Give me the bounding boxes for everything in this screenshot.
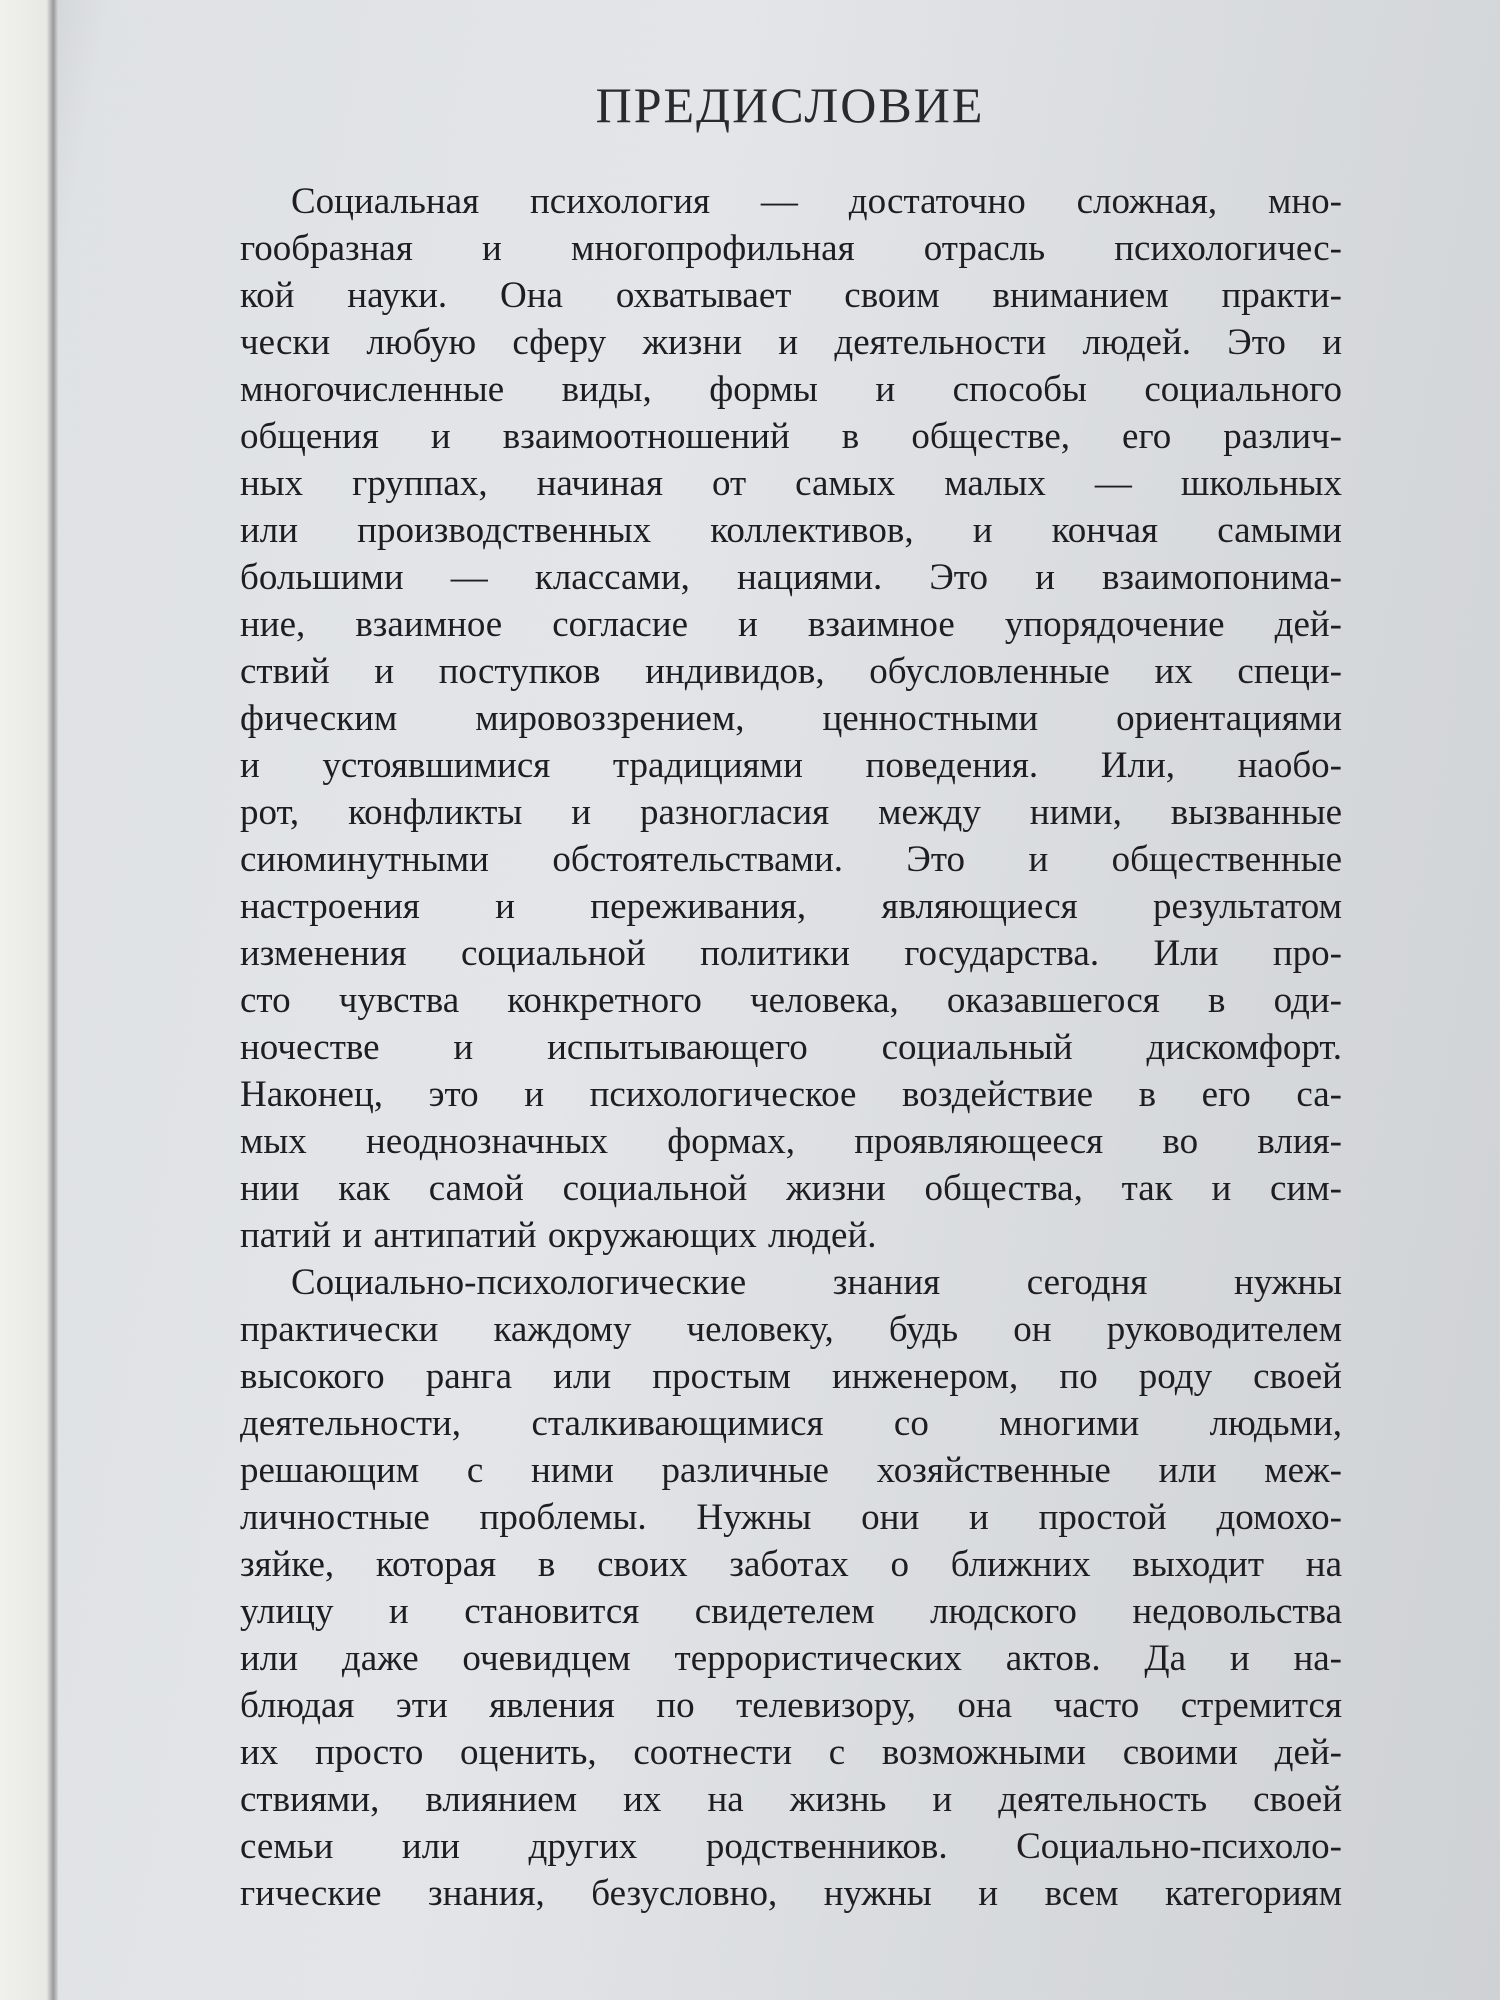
text-line: практически каждому человеку, будь он руководителем — [240, 1309, 1342, 1350]
page-body — [240, 178, 1342, 1917]
text-line: большими — классами, нациями. Это и взаимопонима- — [240, 557, 1342, 598]
text-line: и устоявшимися традициями поведения. Или, наобо- — [240, 745, 1342, 786]
text-line: кой науки. Она охватывает своим вниманием практи- — [240, 275, 1342, 316]
text-line: сиюминутными обстоятельствами. Это и общественные — [240, 839, 1342, 880]
text-line: фическим мировоззрением, ценностными ориентациями — [240, 698, 1342, 739]
text-line: Социально-психологические знания сегодня нужны — [291, 1262, 1342, 1303]
text-line: высокого ранга или простым инженером, по роду своей — [240, 1356, 1342, 1397]
text-line: ние, взаимное согласие и взаимное упорядочение дей- — [240, 604, 1342, 645]
text-line: ствий и поступков индивидов, обусловленные их специ- — [240, 651, 1342, 692]
text-line: их просто оценить, соотнести с возможными своими дей- — [240, 1732, 1342, 1773]
text-line: общения и взаимоотношений в обществе, его различ- — [240, 416, 1342, 457]
text-line: блюдая эти явления по телевизору, она часто стремится — [240, 1685, 1342, 1726]
text-line: деятельности, сталкивающимися со многими людьми, — [240, 1403, 1342, 1444]
text-line: чески любую сферу жизни и деятельности людей. Это и — [240, 322, 1342, 363]
text-line: мых неоднозначных формах, проявляющееся во влия- — [240, 1121, 1342, 1162]
paragraph — [240, 1259, 1342, 1917]
text-line: или даже очевидцем террористических актов. Да и на- — [240, 1638, 1342, 1679]
text-line: семьи или других родственников. Социально-психоло- — [240, 1826, 1342, 1867]
text-line: нии как самой социальной жизни общества, так и сим- — [240, 1168, 1342, 1209]
text-line: сто чувства конкретного человека, оказавшегося в оди- — [240, 980, 1342, 1021]
text-line: Наконец, это и психологическое воздействие в его са- — [240, 1074, 1342, 1115]
book-spine-edge — [0, 0, 58, 2000]
text-line: личностные проблемы. Нужны они и простой домохо- — [240, 1497, 1342, 1538]
text-line: гические знания, безусловно, нужны и всем категориям — [240, 1873, 1342, 1914]
text-line: ных группах, начиная от самых малых — школьных — [240, 463, 1342, 504]
text-line: зяйке, которая в своих заботах о ближних выходит на — [240, 1544, 1342, 1585]
text-line: изменения социальной политики государства. Или про- — [240, 933, 1342, 974]
page-title: ПРЕДИСЛОВИЕ — [595, 77, 985, 133]
text-line: гообразная и многопрофильная отрасль психологичес- — [240, 228, 1342, 269]
text-line: ночестве и испытывающего социальный дискомфорт. — [240, 1027, 1342, 1068]
text-line: многочисленные виды, формы и способы социального — [240, 369, 1342, 410]
paragraph — [240, 178, 1342, 1259]
text-line: рот, конфликты и разногласия между ними, вызванные — [240, 792, 1342, 833]
text-line: или производственных коллективов, и кончая самыми — [240, 510, 1342, 551]
text-line: решающим с ними различные хозяйственные или меж- — [240, 1450, 1342, 1491]
text-line: ствиями, влиянием их на жизнь и деятельность своей — [240, 1779, 1342, 1820]
text-line: патий и антипатий окружающих людей. — [240, 1215, 877, 1256]
text-line: Социальная психология — достаточно сложная, мно- — [291, 181, 1342, 222]
text-line: настроения и переживания, являющиеся результатом — [240, 886, 1342, 927]
text-line: улицу и становится свидетелем людского недовольства — [240, 1591, 1342, 1632]
